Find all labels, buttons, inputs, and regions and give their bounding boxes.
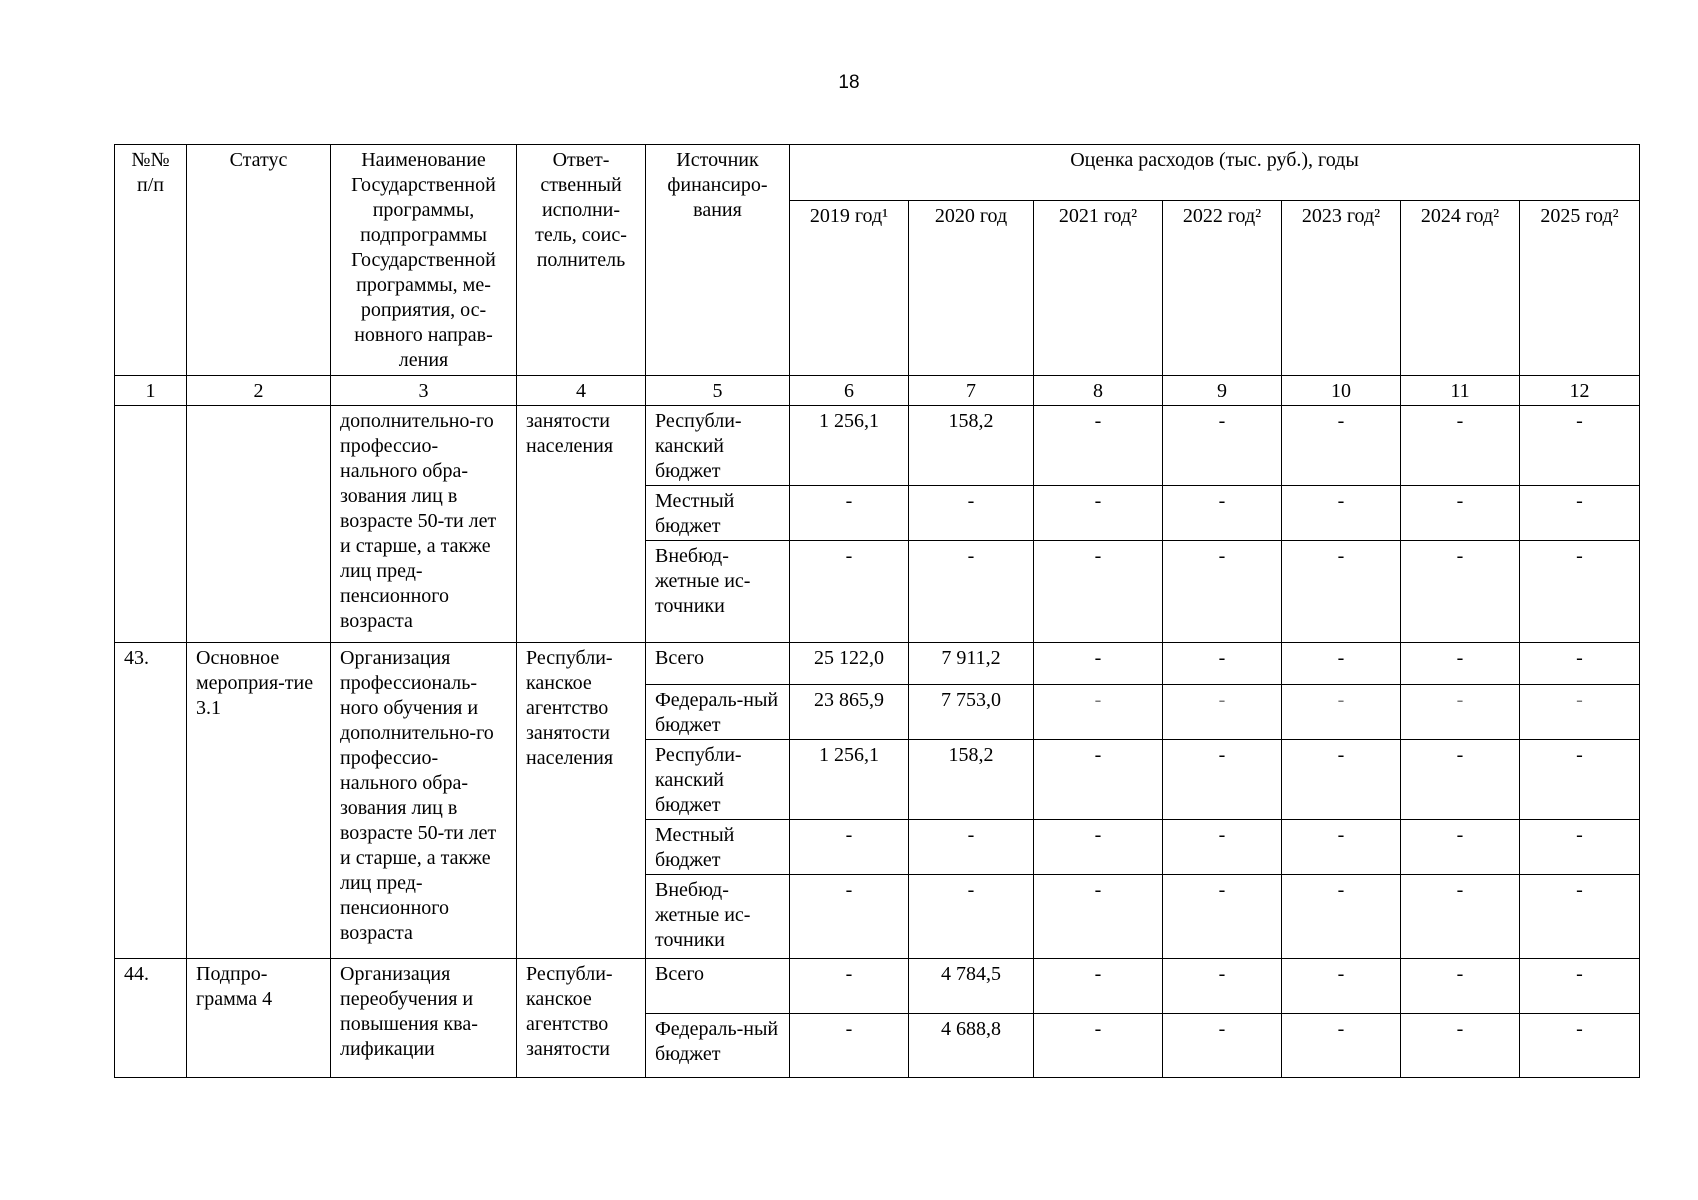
- cell-value: -: [909, 541, 1034, 643]
- cell-value: -: [1034, 643, 1163, 685]
- cell-value: 158,2: [909, 406, 1034, 486]
- cell-value: -: [1520, 959, 1640, 1014]
- cell-value: -: [1034, 959, 1163, 1014]
- column-number: 10: [1282, 376, 1401, 406]
- cell-source: Всего: [646, 959, 790, 1014]
- cell-value: -: [1401, 820, 1520, 875]
- column-number: 6: [790, 376, 909, 406]
- column-number: 11: [1401, 376, 1520, 406]
- cell-value: -: [1163, 643, 1282, 685]
- cell-value: -: [790, 541, 909, 643]
- cell-value: -: [909, 875, 1034, 959]
- cell-value: -: [1163, 1014, 1282, 1078]
- header-year: 2021 год²: [1034, 201, 1163, 376]
- header-no: №№ п/п: [115, 145, 187, 376]
- cell-value: -: [1401, 486, 1520, 541]
- cell-value: 23 865,9: [790, 685, 909, 740]
- cell-value: -: [1163, 406, 1282, 486]
- column-number: 3: [331, 376, 517, 406]
- cell-source: Федераль-ный бюджет: [646, 685, 790, 740]
- cell-status: Основное мероприя-тие 3.1: [187, 643, 331, 959]
- header-executor: Ответ-ственный исполни-тель, соис-полнитель: [517, 145, 646, 376]
- cell-status: [187, 406, 331, 643]
- cell-value: -: [1163, 685, 1282, 740]
- cell-value: -: [1520, 875, 1640, 959]
- cell-value: -: [1282, 959, 1401, 1014]
- cell-value: -: [790, 959, 909, 1014]
- cell-value: -: [1282, 406, 1401, 486]
- cell-value: -: [1282, 486, 1401, 541]
- cell-executor: Республи-канское агентство занятости населения: [517, 643, 646, 959]
- header-year: 2020 год: [909, 201, 1034, 376]
- column-number: 12: [1520, 376, 1640, 406]
- cell-value: -: [1401, 1014, 1520, 1078]
- cell-value: -: [790, 486, 909, 541]
- cell-value: -: [1163, 541, 1282, 643]
- header-year: 2025 год²: [1520, 201, 1640, 376]
- cell-source: Всего: [646, 643, 790, 685]
- cell-value: -: [1282, 1014, 1401, 1078]
- table-row: [115, 406, 1640, 486]
- table-row: [115, 643, 1640, 685]
- cell-source: Внебюд-жетные ис-точники: [646, 541, 790, 643]
- cell-value: -: [1520, 740, 1640, 820]
- cell-value: -: [1034, 541, 1163, 643]
- column-number: 2: [187, 376, 331, 406]
- cell-value: -: [1282, 740, 1401, 820]
- cell-value: 25 122,0: [790, 643, 909, 685]
- cell-value: -: [1520, 541, 1640, 643]
- cell-value: -: [1401, 406, 1520, 486]
- header-year: 2024 год²: [1401, 201, 1520, 376]
- cell-value: -: [1520, 685, 1640, 740]
- cell-value: 1 256,1: [790, 406, 909, 486]
- header-year: 2023 год²: [1282, 201, 1401, 376]
- cell-value: 7 911,2: [909, 643, 1034, 685]
- cell-value: -: [1282, 875, 1401, 959]
- cell-no: [115, 406, 187, 643]
- cell-value: -: [1163, 959, 1282, 1014]
- cell-source: Местный бюджет: [646, 820, 790, 875]
- budget-table: [114, 144, 1640, 1078]
- cell-value: -: [1163, 740, 1282, 820]
- cell-source: Внебюд-жетные ис-точники: [646, 875, 790, 959]
- cell-name: Организация профессиональ-ного обучения и дополнительно-го профессио-нального обра-зования лиц в возрасте 50-ти лет и старше, а также лиц пред-пенсионного возраста: [331, 643, 517, 959]
- cell-name: дополнительно-го профессио-нального обра-зования лиц в возрасте 50-ти лет и старше, а также лиц пред-пенсионного возраста: [331, 406, 517, 643]
- cell-value: 7 753,0: [909, 685, 1034, 740]
- cell-value: -: [1034, 875, 1163, 959]
- cell-name: Организация переобучения и повышения ква-лификации: [331, 959, 517, 1078]
- cell-value: -: [1034, 685, 1163, 740]
- cell-source: Федераль-ный бюджет: [646, 1014, 790, 1078]
- header-year: 2019 год¹: [790, 201, 909, 376]
- header-name: Наименование Государственной программы, подпрограммы Государственной программы, ме-роприятия, ос-новного направ-ления: [331, 145, 517, 376]
- cell-no: 43.: [115, 643, 187, 959]
- cell-value: -: [1401, 541, 1520, 643]
- cell-value: -: [790, 1014, 909, 1078]
- column-number: 5: [646, 376, 790, 406]
- cell-value: -: [1520, 406, 1640, 486]
- cell-value: -: [1401, 685, 1520, 740]
- table-row: [115, 959, 1640, 1014]
- header-costs: Оценка расходов (тыс. руб.), годы: [790, 145, 1640, 201]
- cell-value: -: [1401, 875, 1520, 959]
- cell-value: -: [1282, 685, 1401, 740]
- cell-executor: Республи-канское агентство занятости: [517, 959, 646, 1078]
- cell-value: -: [909, 820, 1034, 875]
- column-number: 1: [115, 376, 187, 406]
- cell-value: -: [1520, 643, 1640, 685]
- cell-value: -: [1401, 643, 1520, 685]
- cell-source: Республи-канский бюджет: [646, 740, 790, 820]
- cell-value: 158,2: [909, 740, 1034, 820]
- cell-value: -: [1282, 643, 1401, 685]
- cell-value: -: [1401, 959, 1520, 1014]
- cell-value: -: [1520, 1014, 1640, 1078]
- cell-value: -: [1163, 820, 1282, 875]
- cell-executor: занятости населения: [517, 406, 646, 643]
- cell-value: -: [1034, 820, 1163, 875]
- cell-value: 4 688,8: [909, 1014, 1034, 1078]
- cell-value: -: [1401, 740, 1520, 820]
- cell-status: Подпро-грамма 4: [187, 959, 331, 1078]
- cell-value: -: [1034, 486, 1163, 541]
- column-number: 8: [1034, 376, 1163, 406]
- cell-no: 44.: [115, 959, 187, 1078]
- page-number: 18: [838, 72, 860, 93]
- header-source: Источник финансиро-вания: [646, 145, 790, 376]
- column-number: 7: [909, 376, 1034, 406]
- cell-value: -: [790, 875, 909, 959]
- cell-value: -: [790, 820, 909, 875]
- header-year: 2022 год²: [1163, 201, 1282, 376]
- cell-value: 4 784,5: [909, 959, 1034, 1014]
- column-number: 4: [517, 376, 646, 406]
- cell-value: -: [1282, 820, 1401, 875]
- cell-value: -: [1163, 486, 1282, 541]
- cell-value: -: [1034, 406, 1163, 486]
- cell-value: -: [1034, 1014, 1163, 1078]
- cell-value: -: [1520, 486, 1640, 541]
- cell-value: 1 256,1: [790, 740, 909, 820]
- cell-source: Местный бюджет: [646, 486, 790, 541]
- cell-source: Республи-канский бюджет: [646, 406, 790, 486]
- cell-value: -: [909, 486, 1034, 541]
- column-number: 9: [1163, 376, 1282, 406]
- cell-value: -: [1282, 541, 1401, 643]
- cell-value: -: [1520, 820, 1640, 875]
- header-status: Статус: [187, 145, 331, 376]
- cell-value: -: [1163, 875, 1282, 959]
- cell-value: -: [1034, 740, 1163, 820]
